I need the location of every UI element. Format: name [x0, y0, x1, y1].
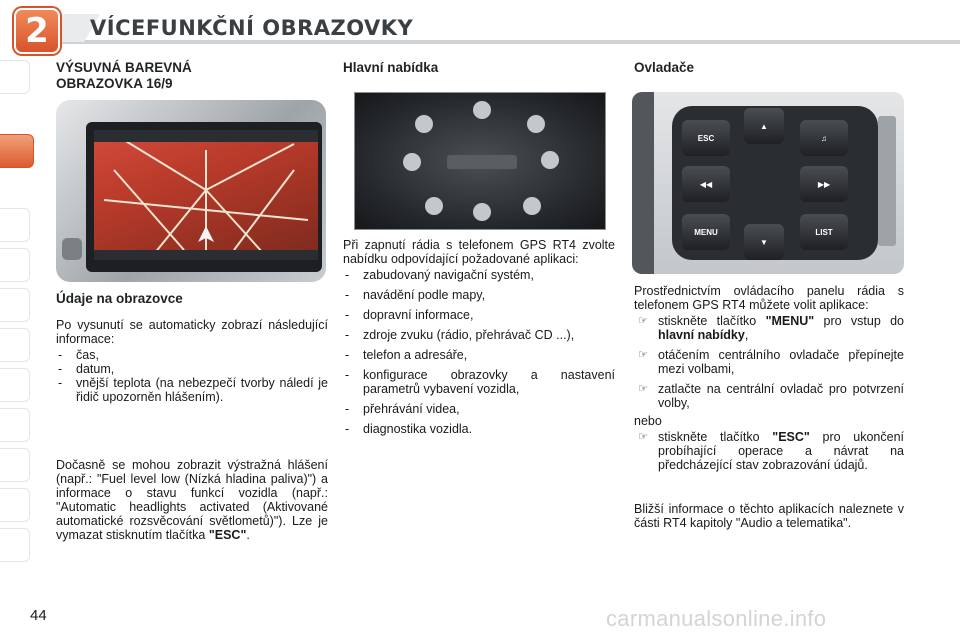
chapter-tab-9[interactable]: [0, 448, 30, 482]
step-text: stiskněte tlačítko: [658, 314, 766, 328]
list-item: - přehrávání videa,: [343, 402, 615, 416]
middle-column: [343, 60, 615, 76]
list-item: [634, 382, 904, 410]
page-number: 44: [30, 607, 47, 624]
navigation-map: [94, 130, 318, 254]
up-arrow-icon: ▲: [744, 108, 784, 144]
chapter-number-badge: 2: [14, 8, 60, 54]
section-heading-main-menu: Hlavní nabídka: [343, 60, 439, 75]
main-menu-intro: Při zapnutí rádia s telefonem GPS RT4 zvolte nabídku odpovídající požadované aplikaci:: [343, 238, 615, 266]
list-button-photo: LIST: [800, 214, 848, 250]
step-text: stiskněte tlačítko: [658, 430, 773, 444]
warning-note: [56, 458, 328, 542]
compass-icon-photo: [403, 153, 421, 171]
menu-center-label-photo: [447, 155, 517, 169]
section-heading-display-info: Údaje na obrazovce: [56, 291, 183, 306]
map-street-bar: [94, 250, 318, 260]
photo-control-panel: [632, 92, 904, 274]
warning-note-end: .: [246, 528, 250, 542]
middle-column-body: [343, 238, 615, 436]
chapter-tab-3[interactable]: [0, 208, 30, 242]
main-menu-list: [343, 268, 615, 436]
controls-intro: Prostřednictvím ovládacího panelu rádia s telefonem GPS RT4 můžete volit aplikace:: [634, 284, 904, 312]
esc-key-ref: "ESC": [772, 430, 810, 444]
step-text: pro vstup do: [814, 314, 905, 328]
warning-icon-photo: [473, 101, 491, 119]
chapter-tab-4[interactable]: [0, 248, 30, 282]
list-item: - telefon a adresáře,: [343, 348, 615, 362]
step-text: pro ukončení probíhající operace a návrat na předcházející stav zobrazování údajů.: [658, 430, 904, 472]
list-item: - zabudovaný navigační systém,: [343, 268, 615, 282]
menu-button-photo: MENU: [682, 214, 730, 250]
list-item: - dopravní informace,: [343, 308, 615, 322]
list-item: - vnější teplota (na nebezpečí tvorby náledí je řidič upozorněn hlášením).: [56, 376, 328, 404]
map-status-bar: [94, 130, 318, 142]
chapter-tab-5[interactable]: [0, 288, 30, 322]
page-title: VÍCEFUNKČNÍ OBRAZOVKY: [90, 16, 414, 40]
controls-footer-note: Bližší informace o těchto aplikacích naleznete v části RT4 kapitoly "Audio a telematika".: [634, 502, 904, 530]
esc-button-photo: ESC: [682, 120, 730, 156]
watermark: carmanualsonline.info: [606, 606, 827, 631]
list-item: - datum,: [56, 362, 328, 376]
fast-forward-icon: ▶▶: [800, 166, 848, 202]
chapter-tab-7[interactable]: [0, 368, 30, 402]
phone-icon-photo: [541, 151, 559, 169]
list-item: - čas,: [56, 348, 328, 362]
down-arrow-icon: ▼: [744, 224, 784, 260]
chapter-tab-11[interactable]: [0, 528, 30, 562]
nav-icon-photo: [415, 115, 433, 133]
pointing-hand-icon: ☞: [638, 315, 648, 327]
pointing-hand-icon: ☞: [638, 383, 648, 395]
list-item: - navádění podle mapy,: [343, 288, 615, 302]
chapter-tab-10[interactable]: [0, 488, 30, 522]
menu-key-ref: "MENU": [765, 314, 815, 328]
map-roads-graphic: [94, 130, 318, 254]
list-item: [634, 348, 904, 376]
chapter-tab-2-active[interactable]: [0, 134, 34, 168]
section-heading-controls: Ovladače: [634, 60, 695, 75]
left-column-body: [56, 291, 328, 542]
music-note-icon: ♫: [800, 120, 848, 156]
left-column: [56, 60, 328, 92]
chapter-tab-6[interactable]: [0, 328, 30, 362]
esc-key-ref: "ESC": [208, 528, 247, 542]
tools-icon-photo: [425, 197, 443, 215]
section-heading-screen: VÝSUVNÁ BAREVNÁ OBRAZOVKA 16/9: [56, 60, 192, 91]
chapter-tab-1[interactable]: [0, 60, 30, 94]
eject-button-photo: [62, 238, 82, 260]
photo-display-screen: [56, 100, 326, 282]
controls-steps: [634, 314, 904, 410]
chapter-tab-8[interactable]: [0, 408, 30, 442]
audio-icon-photo: [527, 115, 545, 133]
chapter-tab-strip: [0, 60, 34, 575]
list-item: - konfigurace obrazovky a nastavení parametrů vybavení vozidla,: [343, 368, 615, 396]
main-menu-ref: hlavní nabídky: [658, 328, 745, 342]
step-text: zatlačte na centrální ovladač pro potvrzení volby,: [658, 382, 904, 410]
step-text: ,: [744, 328, 749, 342]
rewind-icon: ◀◀: [682, 166, 730, 202]
controls-alt-steps: [634, 430, 904, 472]
display-info-list: [56, 348, 328, 404]
photo-main-menu: [354, 92, 606, 230]
list-item: - zdroje zvuku (rádio, přehrávač CD ...),: [343, 328, 615, 342]
or-separator: nebo: [634, 414, 662, 428]
warning-note-text: Dočasně se mohou zobrazit výstražná hlášení (např.: "Fuel level low (Nízká hladina paliva)") a informace o stavu funkcí vozidla (např.: "Automatic headlights activated (Aktivované automatické rozsvěcování světlometů)"). Lze je vymazat stisknutím tlačítka: [56, 458, 328, 542]
list-item: - diagnostika vozidla.: [343, 422, 615, 436]
list-item: [634, 430, 904, 472]
right-column: [634, 60, 904, 76]
pointing-hand-icon: ☞: [638, 431, 648, 443]
diagnostic-icon-photo: [523, 197, 541, 215]
display-info-intro: Po vysunutí se automaticky zobrazí následující informace:: [56, 318, 328, 346]
panel-edge-photo: [632, 92, 654, 274]
video-icon-photo: [473, 203, 491, 221]
header-rule: [60, 40, 960, 44]
step-text: otáčením centrálního ovladače přepínejte mezi volbami,: [658, 348, 904, 376]
list-item: [634, 314, 904, 342]
pointing-hand-icon: ☞: [638, 349, 648, 361]
cd-slot-photo: [878, 116, 896, 246]
right-column-body: [634, 284, 904, 530]
